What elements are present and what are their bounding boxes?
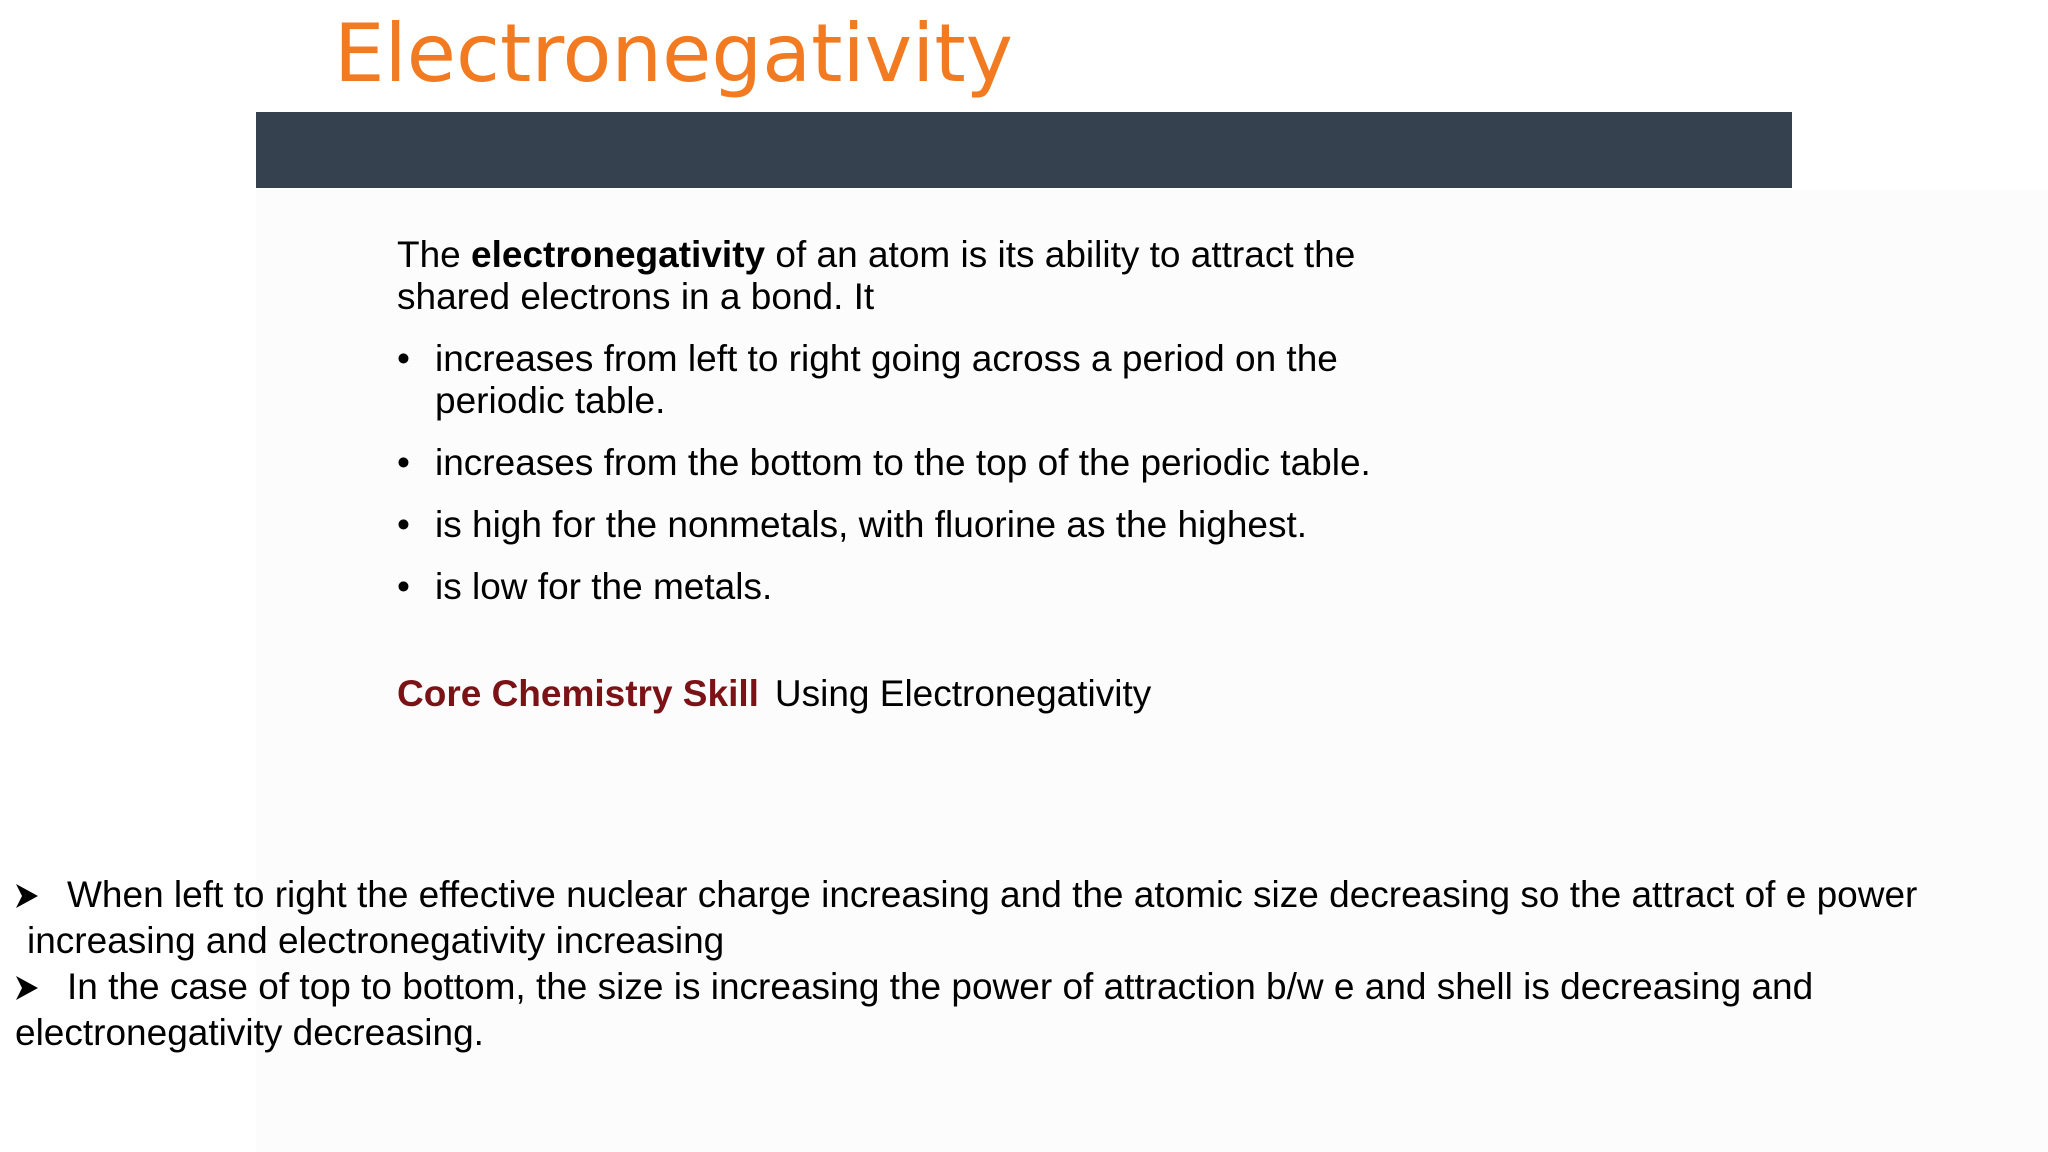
note-text-3: In the case of top to bottom, the size is increasing the power of attraction b/w e and shell is decreasing and — [67, 966, 1814, 1007]
explanation-notes — [15, 872, 2035, 1056]
note-line-2: increasing and electronegativity increasing — [27, 920, 725, 961]
slide-content — [397, 234, 1457, 628]
note-text-1: When left to right the effective nuclear charge increasing and the atomic size decreasing so the attract of e power — [67, 874, 1918, 915]
definition-paragraph — [397, 234, 1457, 318]
core-skill-label: Core Chemistry Skill — [397, 673, 759, 714]
arrow-bullet-icon — [15, 883, 39, 909]
list-item-text: increases from left to right going across a period on the periodic table. — [435, 338, 1338, 421]
bullet-icon: • — [397, 442, 410, 483]
list-item-text: is low for the metals. — [435, 566, 773, 607]
note-line-3 — [15, 964, 2035, 1010]
definition-suffix: of an atom is its ability to attract the shared electrons in a bond. It — [397, 234, 1356, 317]
list-item — [397, 338, 1457, 422]
note-line-1 — [15, 872, 2035, 918]
bullet-icon: • — [397, 338, 410, 379]
core-skill-line — [397, 673, 1151, 715]
bullet-icon: • — [397, 504, 410, 545]
list-item-text: increases from the bottom to the top of the periodic table. — [435, 442, 1371, 483]
bullet-icon: • — [397, 566, 410, 607]
core-skill-text: Using Electronegativity — [774, 673, 1152, 714]
list-item — [397, 566, 1457, 608]
list-item — [397, 504, 1457, 546]
title-bar — [256, 112, 1792, 188]
property-list — [397, 338, 1457, 608]
definition-prefix: The — [397, 234, 472, 275]
list-item — [397, 442, 1457, 484]
note-line-4: electronegativity decreasing. — [15, 1012, 484, 1053]
definition-term: electronegativity — [471, 234, 766, 275]
arrow-bullet-icon — [15, 975, 39, 1001]
slide-title: Electronegativity — [334, 7, 1014, 100]
list-item-text: is high for the nonmetals, with fluorine as the highest. — [435, 504, 1308, 545]
